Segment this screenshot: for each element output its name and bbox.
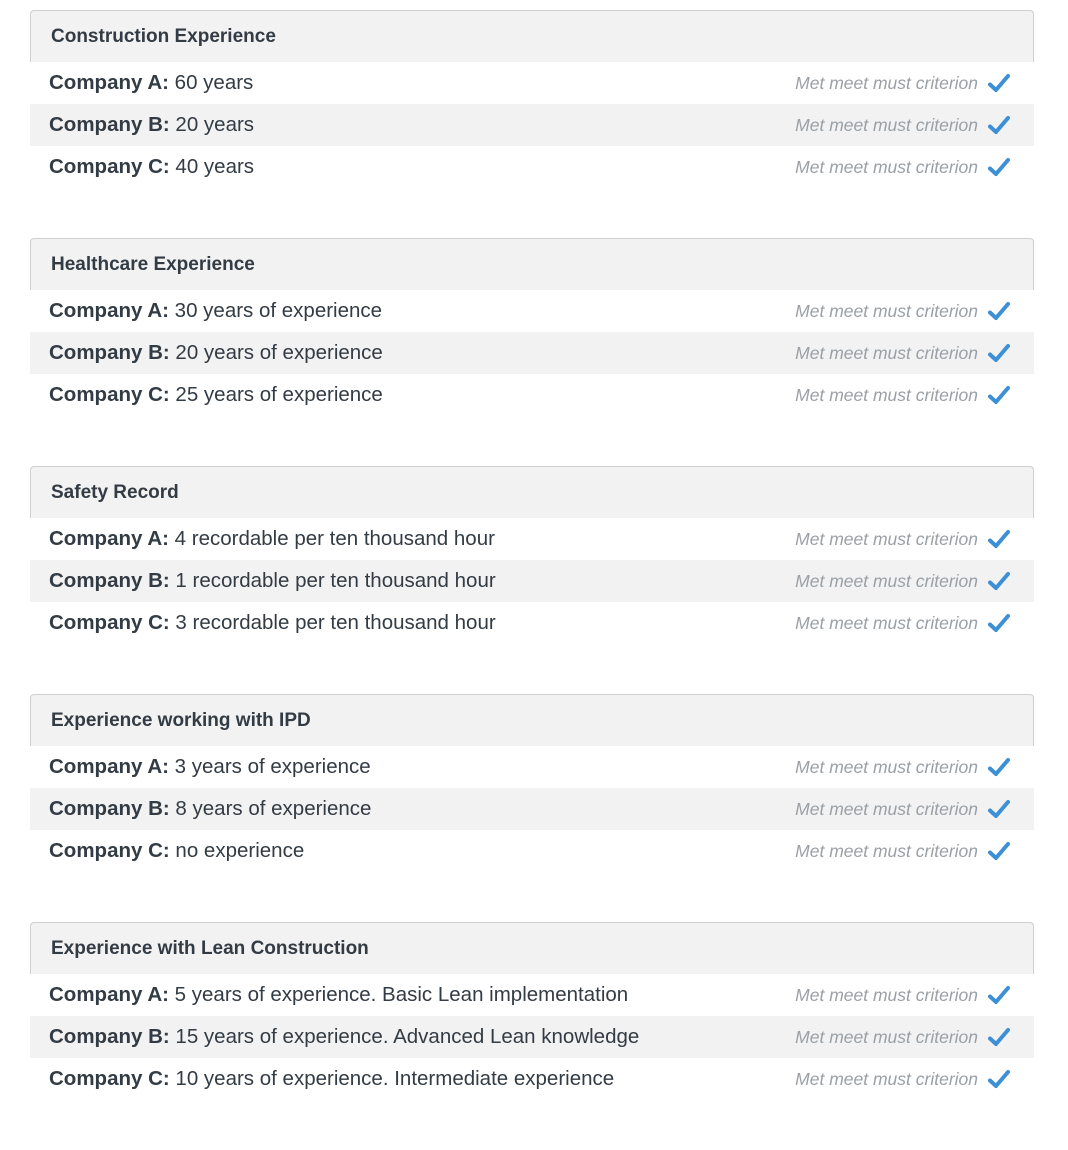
company-value: no experience (169, 839, 305, 862)
criterion-section-2 (30, 238, 1034, 416)
criteria-list (30, 10, 1034, 1150)
company-value: 1 recordable per ten thousand hour (169, 569, 496, 592)
company-result (49, 1025, 639, 1049)
company-row (30, 1058, 1034, 1100)
company-value: 40 years (169, 155, 255, 178)
check-icon (988, 799, 1010, 819)
company-value: 4 recordable per ten thousand hour (168, 527, 495, 550)
check-icon (988, 529, 1010, 549)
criterion-status (795, 799, 1010, 820)
criterion-status (795, 343, 1010, 364)
section-title: Experience working with IPD (30, 694, 1034, 746)
status-label: Met meet must criterion (795, 798, 978, 819)
company-value: 60 years (168, 71, 254, 94)
company-value: 25 years of experience (169, 383, 383, 406)
company-row (30, 602, 1034, 644)
check-icon (988, 385, 1010, 405)
company-result (49, 755, 371, 779)
criterion-status (795, 301, 1010, 322)
company-name: Company B: (49, 1025, 170, 1048)
check-icon (988, 613, 1010, 633)
check-icon (988, 301, 1010, 321)
status-label: Met meet must criterion (795, 384, 978, 405)
check-icon (988, 115, 1010, 135)
check-icon (988, 985, 1010, 1005)
company-value: 5 years of experience. Basic Lean implementation (168, 983, 629, 1006)
criterion-status (795, 157, 1010, 178)
status-label: Met meet must criterion (795, 1026, 978, 1047)
section-title: Experience with Lean Construction (30, 922, 1034, 974)
company-row (30, 62, 1034, 104)
company-row (30, 746, 1034, 788)
company-value: 20 years (169, 113, 255, 136)
company-result (49, 299, 382, 323)
criterion-status (795, 757, 1010, 778)
check-icon (988, 1069, 1010, 1089)
section-rows (30, 974, 1034, 1100)
company-value: 8 years of experience (169, 797, 372, 820)
company-result (49, 569, 496, 593)
section-title: Healthcare Experience (30, 238, 1034, 290)
company-row (30, 830, 1034, 872)
company-name: Company C: (49, 155, 170, 178)
criterion-status (795, 385, 1010, 406)
company-row (30, 146, 1034, 188)
company-name: Company C: (49, 611, 170, 634)
company-result (49, 71, 253, 95)
company-result (49, 383, 383, 407)
section-title: Construction Experience (30, 10, 1034, 62)
section-rows (30, 518, 1034, 644)
company-value: 20 years of experience (169, 341, 383, 364)
company-row (30, 974, 1034, 1016)
company-name: Company B: (49, 113, 170, 136)
company-row (30, 332, 1034, 374)
company-value: 10 years of experience. Intermediate experience (169, 1067, 615, 1090)
status-label: Met meet must criterion (795, 840, 978, 861)
criterion-status (795, 73, 1010, 94)
company-name: Company C: (49, 839, 170, 862)
company-value: 30 years of experience (168, 299, 383, 322)
status-label: Met meet must criterion (795, 114, 978, 135)
company-value: 15 years of experience. Advanced Lean knowledge (169, 1025, 640, 1048)
company-result (49, 341, 383, 365)
criterion-status (795, 841, 1010, 862)
check-icon (988, 757, 1010, 777)
company-row (30, 104, 1034, 146)
company-name: Company A: (49, 983, 169, 1006)
company-result (49, 839, 304, 863)
section-rows (30, 290, 1034, 416)
criterion-status (795, 1027, 1010, 1048)
company-name: Company C: (49, 1067, 170, 1090)
check-icon (988, 157, 1010, 177)
company-name: Company B: (49, 569, 170, 592)
company-row (30, 788, 1034, 830)
status-label: Met meet must criterion (795, 156, 978, 177)
company-name: Company A: (49, 527, 169, 550)
company-result (49, 113, 254, 137)
company-result (49, 797, 371, 821)
section-title: Safety Record (30, 466, 1034, 518)
check-icon (988, 73, 1010, 93)
status-label: Met meet must criterion (795, 984, 978, 1005)
company-row (30, 290, 1034, 332)
criterion-status (795, 115, 1010, 136)
status-label: Met meet must criterion (795, 342, 978, 363)
company-value: 3 years of experience (168, 755, 371, 778)
company-row (30, 374, 1034, 416)
status-label: Met meet must criterion (795, 756, 978, 777)
company-name: Company B: (49, 797, 170, 820)
criterion-status (795, 613, 1010, 634)
check-icon (988, 1027, 1010, 1047)
company-result (49, 527, 495, 551)
company-row (30, 560, 1034, 602)
status-label: Met meet must criterion (795, 72, 978, 93)
criterion-section-3 (30, 466, 1034, 644)
check-icon (988, 841, 1010, 861)
criterion-section-1 (30, 10, 1034, 188)
section-rows (30, 62, 1034, 188)
section-rows (30, 746, 1034, 872)
status-label: Met meet must criterion (795, 1068, 978, 1089)
status-label: Met meet must criterion (795, 300, 978, 321)
company-name: Company C: (49, 383, 170, 406)
criterion-section-5 (30, 922, 1034, 1100)
company-value: 3 recordable per ten thousand hour (169, 611, 496, 634)
company-result (49, 155, 254, 179)
criterion-section-4 (30, 694, 1034, 872)
company-row (30, 518, 1034, 560)
criterion-status (795, 529, 1010, 550)
criterion-status (795, 571, 1010, 592)
status-label: Met meet must criterion (795, 612, 978, 633)
check-icon (988, 571, 1010, 591)
check-icon (988, 343, 1010, 363)
status-label: Met meet must criterion (795, 570, 978, 591)
company-row (30, 1016, 1034, 1058)
company-name: Company A: (49, 299, 169, 322)
company-result (49, 1067, 614, 1091)
company-name: Company A: (49, 755, 169, 778)
company-name: Company B: (49, 341, 170, 364)
status-label: Met meet must criterion (795, 528, 978, 549)
criterion-status (795, 1069, 1010, 1090)
company-name: Company A: (49, 71, 169, 94)
criterion-status (795, 985, 1010, 1006)
company-result (49, 983, 628, 1007)
company-result (49, 611, 496, 635)
